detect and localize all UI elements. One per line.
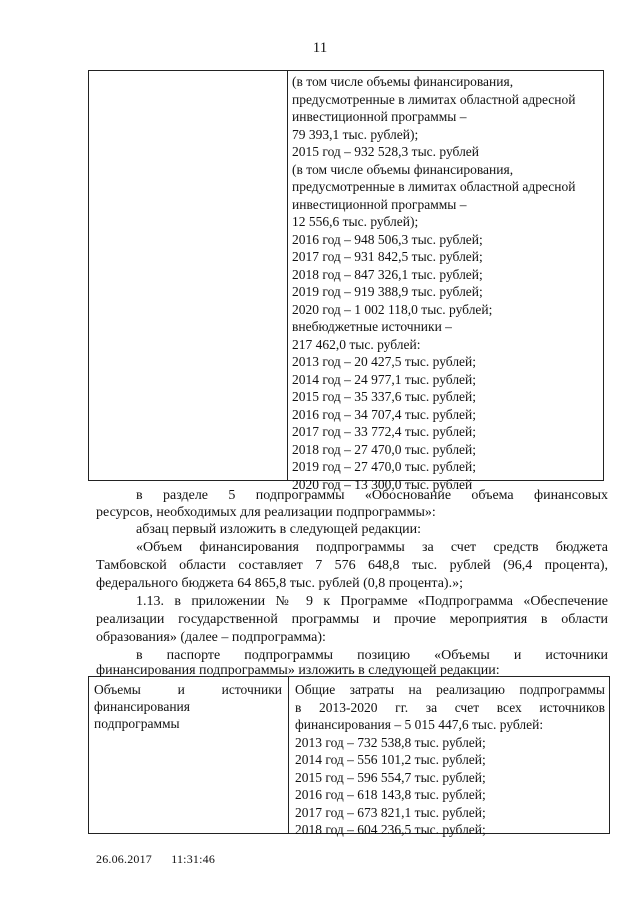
table-line: 12 556,6 тыс. рублей); [292, 214, 419, 229]
table-line: 2016 год – 948 506,3 тыс. рублей; [292, 231, 483, 247]
paragraph-section5-line1: в разделе 5 подпрограммы «Обоснование объема финансовых [136, 488, 608, 503]
table-line: 2019 год – 27 470,0 тыс. рублей; [292, 459, 477, 474]
financing-details-cell [292, 73, 599, 493]
year-line: 2015 год – 596 554,7 тыс. рублей; [295, 769, 486, 785]
table-line: 217 462,0 тыс. рублей: [292, 336, 421, 352]
print-date: 26.06.2017 [96, 852, 152, 866]
table-line: предусмотренные в лимитах областной адресной [292, 91, 576, 107]
financing-table-new [88, 676, 610, 837]
table-line: инвестиционной программы – [292, 196, 467, 212]
year-line: 2013 год – 732 538,8 тыс. рублей; [295, 734, 486, 750]
print-timestamp [96, 852, 231, 867]
page-number: 11 [312, 40, 328, 56]
table-line: 2017 год – 33 772,4 тыс. рублей; [292, 424, 477, 439]
column-divider [287, 71, 288, 480]
table-line: 2019 год – 919 388,9 тыс. рублей; [292, 284, 483, 299]
paragraph-1-13-line1: 1.13. в приложении № 9 к Программе «Подпрограмма «Обеспечение [136, 594, 608, 609]
paragraph-first-abzac: абзац первый изложить в следующей редакции: [136, 522, 422, 537]
paragraph-quote-line1: «Объем финансирования подпрограммы за счет средств бюджета [136, 540, 608, 555]
year-line: 2016 год – 618 143,8 тыс. рублей; [295, 787, 486, 802]
year-line: 2018 год – 604 236,5 тыс. рублей; [295, 822, 486, 837]
table-line: 2020 год – 13 300,0 тыс. рублей [292, 476, 473, 492]
table-line: в 2013-2020 гг. за счет всех источников [295, 699, 605, 715]
paragraph-1-13-line3: образования» (далее – подпрограмма): [96, 630, 326, 645]
table-line: 2016 год – 34 707,4 тыс. рублей; [292, 406, 477, 422]
table-line: 2014 год – 24 977,1 тыс. рублей; [292, 371, 477, 387]
table-line: 2015 год – 932 528,3 тыс. рублей [292, 144, 480, 159]
table-line: подпрограммы [94, 716, 180, 731]
table-line: Объемы и источники [94, 682, 282, 697]
paragraph-passport-line1: в паспорте подпрограммы позицию «Объемы и источники [136, 648, 608, 663]
table-line: предусмотренные в лимитах областной адресной [292, 179, 576, 194]
column-divider [288, 677, 289, 833]
year-line: 2014 год – 556 101,2 тыс. рублей; [295, 752, 486, 767]
table-line: 2013 год – 20 427,5 тыс. рублей; [292, 354, 477, 369]
financing-table-continued [88, 70, 604, 492]
table-line: Общие затраты на реализацию подпрограммы [295, 682, 605, 697]
table-line: финансирования [94, 699, 190, 714]
table-line: финансирования – 5 015 447,6 тыс. рублей: [295, 717, 544, 732]
paragraph-1-13-line2: реализации государственной программы и прочие мероприятия в области [96, 612, 608, 627]
table-line: 2017 год – 931 842,5 тыс. рублей; [292, 249, 483, 264]
table-line: 2018 год – 27 470,0 тыс. рублей; [292, 441, 477, 457]
paragraph-quote-line2: Тамбовской области составляет 7 576 648,8 тыс. рублей (96,4 процента), [96, 558, 608, 573]
table-line: 2020 год – 1 002 118,0 тыс. рублей; [292, 301, 493, 317]
year-line: 2017 год – 673 821,1 тыс. рублей; [295, 804, 486, 820]
print-time: 11:31:46 [171, 852, 216, 866]
paragraph-quote-line3: федерального бюджета 64 865,8 тыс. рублей (0,8 процента).»; [96, 576, 463, 591]
table-line: (в том числе объемы финансирования, [292, 74, 514, 89]
table-line: инвестиционной программы – [292, 109, 467, 124]
table-line: (в том числе объемы финансирования, [292, 161, 514, 177]
financing-values-cell [295, 681, 605, 839]
table-line: 2018 год – 847 326,1 тыс. рублей; [292, 266, 483, 282]
table-line: 79 393,1 тыс. рублей); [292, 126, 419, 142]
paragraph-passport-line2: финансирования подпрограммы» изложить в следующей редакции: [96, 663, 500, 678]
table-line: 2015 год – 35 337,6 тыс. рублей; [292, 389, 477, 404]
table-line: внебюджетные источники – [292, 319, 452, 334]
paragraph-section5-line2: ресурсов, необходимых для реализации подпрограммы»: [96, 505, 436, 520]
position-name-cell [94, 681, 282, 732]
